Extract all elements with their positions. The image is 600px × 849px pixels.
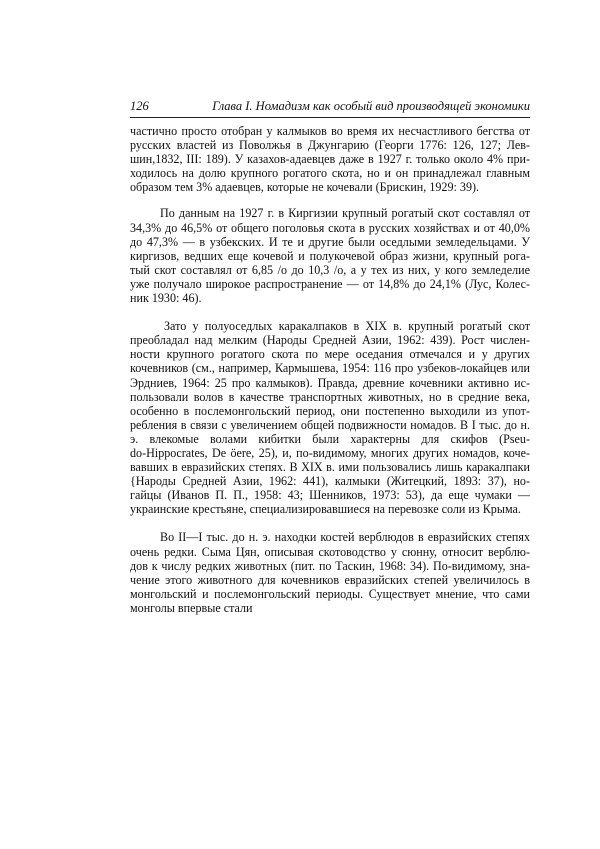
- paragraph-1: [130, 124, 530, 194]
- text-line: {Народы Средней Азии, 1962: 441), калмыки (Житецкий, 1893: 37), но-: [130, 474, 530, 489]
- text-line: особенно в послемонгольский период, они постепенно выходили из упот-: [130, 403, 530, 418]
- text-line: тый скот составлял от 6,85 /о до 10,3 /о, а у тех из них, у кого земледелие: [130, 262, 530, 277]
- text-line: ходилось на долю крупного рогатого скота, но и он принадлежал главным: [130, 166, 530, 181]
- text-line: кочевников (см., например, Кармышева, 1954: 116 про узбеков-локайцев или: [130, 361, 530, 376]
- paragraph-3: [130, 319, 530, 516]
- text-line: частично просто отобран у калмыков во время их несчастливого бегства от: [130, 124, 530, 138]
- text-line: ребления в связи с увеличением общей подвижности номадов. В I тыс. до н.: [130, 417, 530, 432]
- text-line: очень редки. Сыма Цян, описывая скотоводство у сюнну, относит верблю-: [130, 544, 530, 559]
- text-line: образом тем 3% адаевцев, которые не кочевали (Брискин, 1929: 39).: [130, 180, 480, 195]
- text-line: монгольский и послемонгольский периоды. Существует мнение, что сами: [130, 586, 530, 601]
- text-line: до 47,3% — в узбекских. И те и другие были оседлыми земледельцами. У: [130, 234, 530, 249]
- paragraph-2: [130, 206, 530, 305]
- page-number: 126: [130, 99, 149, 113]
- text-line: ник 1930: 46).: [130, 291, 202, 306]
- text-line: ности крупного рогатого скота по мере оседания отмечался и у других: [130, 347, 530, 362]
- text-line: уже получало широкое распространение — от 14,8% до 24,1% (Лус, Колес-: [130, 276, 530, 291]
- text-line: монголы впервые стали: [130, 600, 253, 615]
- header-rule: [130, 117, 530, 118]
- text-line: гайцы (Иванов П. П., 1958: 43; Шенников, 1973: 53), да еще чумаки —: [130, 488, 530, 503]
- text-line: Эрдниев, 1964: 25 про калмыков). Правда, древние кочевники активно ис-: [130, 375, 530, 390]
- text-line: киргизов, ведших еще кочевой и полукочевой образ жизни, крупный рога-: [130, 248, 530, 263]
- text-line: шин,1832, III: 189). У казахов-адаевцев даже в 1927 г. только около 4% при-: [130, 152, 530, 167]
- text-line: do-Hippocrates, De öere, 25), и, по-видимому, многих других номадов, коче-: [130, 445, 530, 460]
- text-line: По данным на 1927 г. в Киргизии крупный рогатый скот составлял от: [160, 206, 530, 221]
- running-title: Глава I. Номадизм как особый вид производящей экономики: [212, 99, 530, 113]
- paragraph-4: [130, 530, 530, 615]
- text-line: пользовали волов в качестве транспортных животных, но в средние века,: [130, 389, 530, 404]
- text-line: преобладал над мелким (Народы Средней Азии, 1962: 439). Рост числен-: [130, 333, 530, 348]
- text-line: русских властей из Поволжья в Джунгарию (Георги 1776: 126, 127; Лев-: [130, 138, 530, 153]
- running-header: [130, 99, 530, 113]
- text-line: дов к числу редких животных (пит. по Таскин, 1968: 34). По-видимому, зна-: [130, 558, 530, 573]
- body-text: [130, 124, 530, 615]
- text-line: украинские крестьяне, специализировавшиеся на перевозке соли из Крыма.: [130, 502, 521, 517]
- text-line: чение этого животного для кочевников евразийских степей увеличилось в: [130, 572, 530, 587]
- text-line: Зато у полуоседлых каракалпаков в XIX в. крупный рогатый скот: [164, 319, 530, 334]
- text-line: вавших в евразийских степях. В XIX в. ими пользовались лишь каракалпаки: [130, 460, 530, 475]
- text-line: Во II—I тыс. до н. э. находки костей верблюдов в евразийских степях: [160, 530, 530, 545]
- text-line: 34,3% до 46,5% от общего поголовья скота в русских хозяйствах и от 40,0%: [130, 220, 530, 235]
- text-line: э. влекомые волами кибитки были характерны для скифов (Pseu-: [130, 431, 530, 446]
